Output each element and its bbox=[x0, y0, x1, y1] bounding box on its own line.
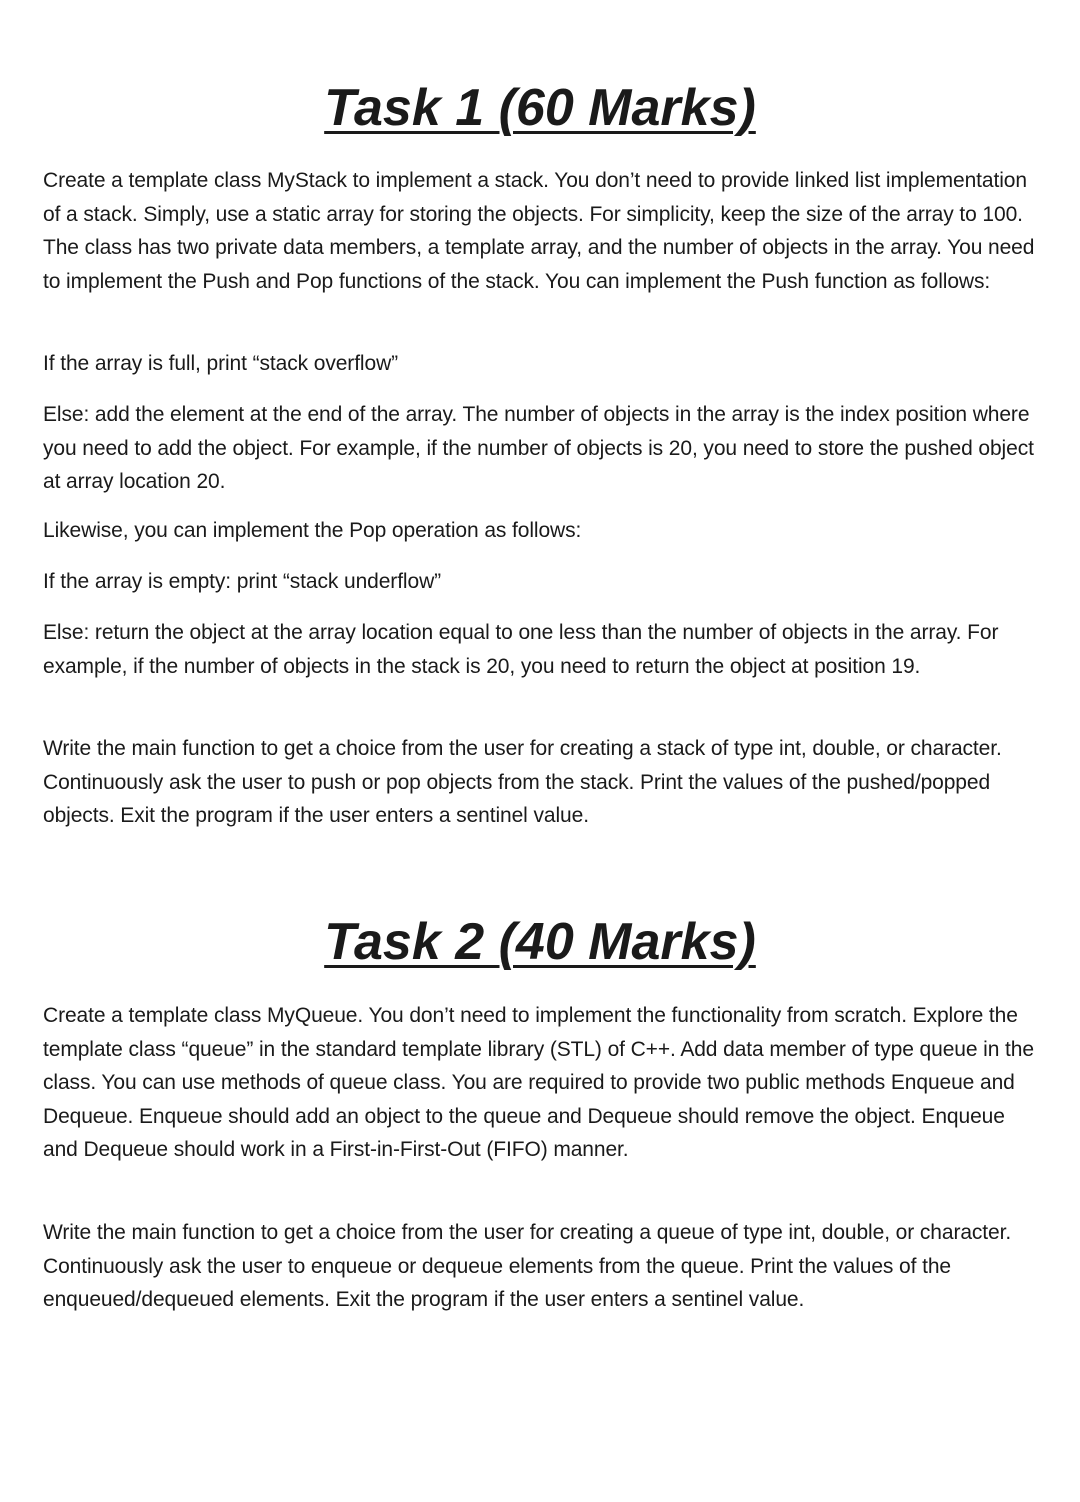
task1-heading-text: Task 1 (60 Marks) bbox=[324, 79, 756, 137]
task1-paragraph-pop-else: Else: return the object at the array location equal to one less than the number of objects in the array. For example, if the number of objects in the stack is 20, you need to return the object at position 19. bbox=[43, 621, 999, 678]
task1-paragraph-intro: Create a template class MyStack to implement a stack. You don’t need to provide linked list implementation of a stack. Simply, use a static array for storing the objects. For simplicity, keep the size of the array to 100. The class has two private data members, a template array, and the number of objects in the array. You need to implement the Push and Pop functions of the stack. You can implement the Push function as follows: bbox=[43, 169, 1035, 293]
task2-heading bbox=[0, 912, 1080, 972]
task1-heading bbox=[0, 78, 1080, 138]
task1-paragraph-pop-empty: If the array is empty: print “stack underflow” bbox=[43, 570, 442, 593]
task1-paragraph-main: Write the main function to get a choice from the user for creating a stack of type int, double, or character. Continuously ask the user to push or pop objects from the stack. Print the values of the pushed/popped objects. Exit the program if the user enters a sentinel value. bbox=[43, 737, 1002, 827]
task2-paragraph-main: Write the main function to get a choice from the user for creating a queue of type int, double, or character. Continuously ask the user to enqueue or dequeue elements from the queue. Print the values of the enqueued/dequeued elements. Exit the program if the user enters a sentinel value. bbox=[43, 1221, 1012, 1311]
task2-heading-text: Task 2 (40 Marks) bbox=[324, 913, 756, 971]
task1-paragraph-pop-intro: Likewise, you can implement the Pop operation as follows: bbox=[43, 519, 582, 542]
task2-paragraph-intro: Create a template class MyQueue. You don’t need to implement the functionality from scratch. Explore the template class “queue” in the standard template library (STL) of C++. Add data member of type queue in the class. You can use methods of queue class. You are required to provide two public methods Enqueue and Dequeue. Enqueue should add an object to the queue and Dequeue should remove the object. Enqueue and Dequeue should work in a First-in-First-Out (FIFO) manner. bbox=[43, 1004, 1034, 1161]
task1-paragraph-push-else: Else: add the element at the end of the array. The number of objects in the array is the index position where you need to add the object. For example, if the number of objects is 20, you need to store the pushed object at array location 20. bbox=[43, 403, 1034, 493]
task1-paragraph-push-full: If the array is full, print “stack overflow” bbox=[43, 352, 399, 375]
